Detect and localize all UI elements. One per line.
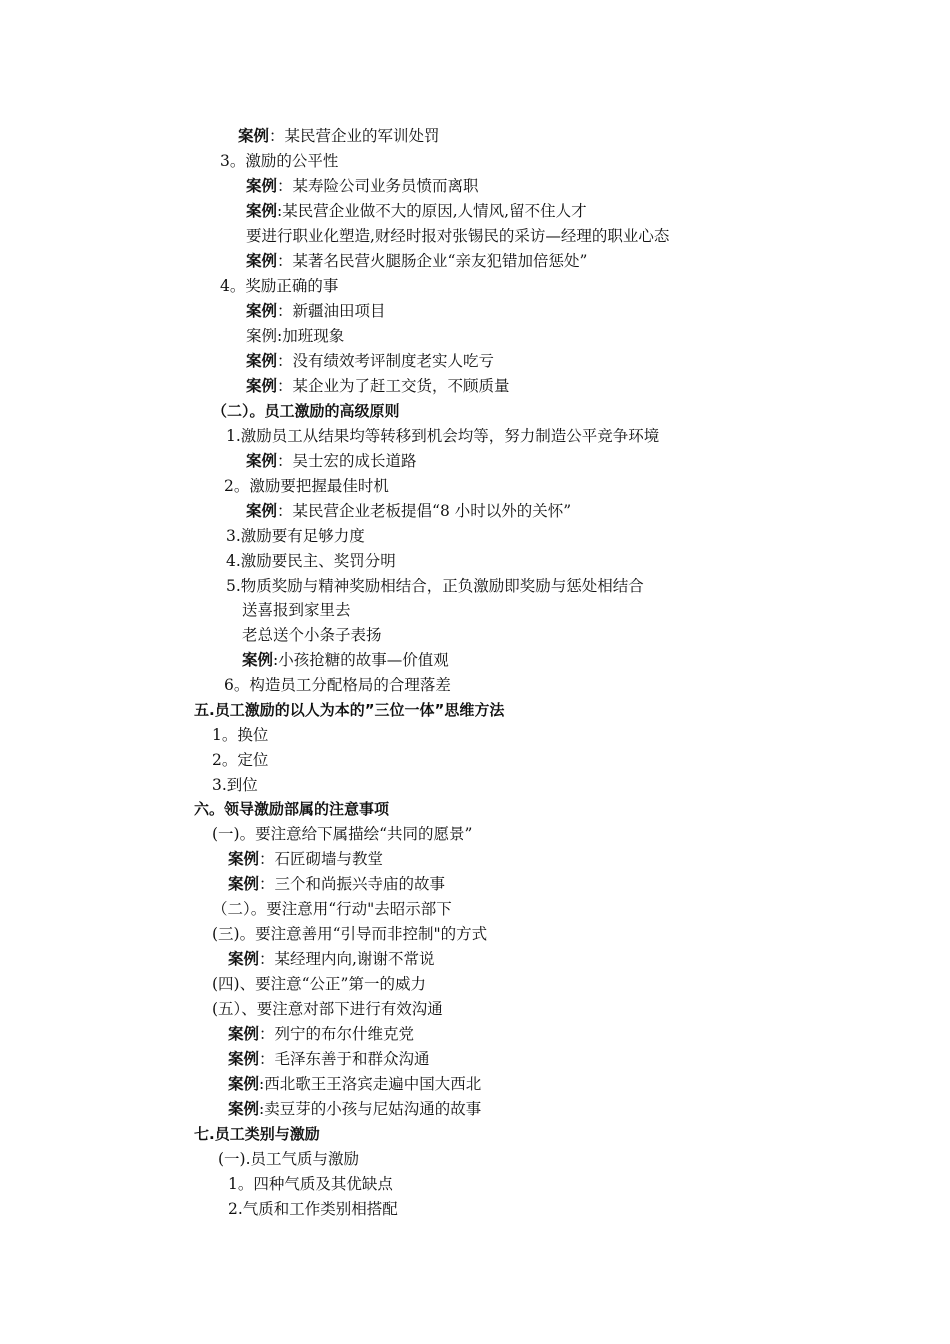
case-line: 案例：没有绩效考评制度老实人吃亏 (246, 351, 495, 370)
case-line: 案例：某著名民营火腿肠企业“亲友犯错加倍惩处” (246, 251, 588, 270)
case-line: 案例：吴士宏的成长道路 (246, 451, 417, 470)
case-label: 案例 (238, 126, 270, 145)
subsection-item: (一).员工气质与激励 (218, 1150, 360, 1168)
numbered-item: 1。四种气质及其优缺点 (228, 1175, 393, 1193)
numbered-item: 2.气质和工作类别相搭配 (228, 1200, 398, 1218)
case-label: 案例 (246, 376, 278, 395)
section-heading: 六。领导激励部属的注意事项 (194, 800, 390, 818)
section-heading: 七.员工类别与激励 (194, 1125, 320, 1143)
text-line: 案例:加班现象 (246, 327, 345, 345)
numbered-item: 3.激励要有足够力度 (226, 527, 365, 545)
case-label: 案例 (228, 1099, 260, 1118)
case-label: 案例 (228, 1049, 260, 1068)
numbered-item: 1。换位 (212, 726, 269, 744)
case-label: 案例 (246, 451, 278, 470)
case-line: 案例：新疆油田项目 (246, 301, 386, 320)
case-label: 案例 (246, 351, 278, 370)
subsection-heading: （二）。员工激励的高级原则 (212, 402, 400, 420)
case-label: 案例 (228, 1074, 260, 1093)
numbered-item: 3.到位 (212, 776, 258, 794)
case-line: 案例：某经理内向,谢谢不常说 (228, 949, 435, 968)
case-label: 案例 (246, 201, 278, 220)
subsection-item: (四)、要注意“公正”第一的威力 (212, 975, 426, 993)
case-line: 案例：某企业为了赶工交货，不顾质量 (246, 376, 510, 395)
numbered-item: 3。激励的公平性 (220, 152, 339, 170)
case-line: 案例：某民营企业的军训处罚 (238, 126, 440, 145)
subsection-item: (三)。要注意善用“引导而非控制"的方式 (212, 925, 488, 943)
numbered-item: 2。激励要把握最佳时机 (224, 477, 389, 495)
case-line: 案例:卖豆芽的小孩与尼姑沟通的故事 (228, 1099, 482, 1118)
numbered-item: 2。定位 (212, 751, 269, 769)
case-line: 案例:小孩抢糖的故事—价值观 (242, 650, 449, 669)
case-label: 案例 (228, 874, 260, 893)
case-line: 案例：某民营企业老板提倡“8 小时以外的关怀” (246, 501, 572, 520)
case-label: 案例 (228, 1024, 260, 1043)
numbered-item: 5.物质奖励与精神奖励相结合，正负激励即奖励与惩处相结合 (226, 577, 644, 595)
case-line: 案例:西北歌王王洛宾走遍中国大西北 (228, 1074, 482, 1093)
numbered-item: 6。构造员工分配格局的合理落差 (224, 676, 451, 694)
numbered-item: 4.激励要民主、奖罚分明 (226, 552, 396, 570)
case-line: 案例:某民营企业做不大的原因,人情风,留不住人才 (246, 201, 587, 220)
numbered-item: 1.激励员工从结果均等转移到机会均等，努力制造公平竞争环境 (226, 427, 660, 445)
text-line: 送喜报到家里去 (242, 601, 351, 619)
subsection-item: (一)。要注意给下属描绘“共同的愿景” (212, 825, 473, 843)
case-line: 案例：三个和尚振兴寺庙的故事 (228, 874, 446, 893)
case-label: 案例 (246, 176, 278, 195)
case-label: 案例 (228, 849, 260, 868)
case-line: 案例：毛泽东善于和群众沟通 (228, 1049, 430, 1068)
case-label: 案例 (228, 949, 260, 968)
case-line: 案例：某寿险公司业务员愤而离职 (246, 176, 479, 195)
text-line: 要进行职业化塑造,财经时报对张锡民的采访—经理的职业心态 (246, 227, 670, 245)
numbered-item: 4。奖励正确的事 (220, 277, 339, 295)
case-line: 案例：列宁的布尔什维克党 (228, 1024, 415, 1043)
text-line: 老总送个小条子表扬 (242, 626, 382, 644)
case-label: 案例 (246, 501, 278, 520)
case-label: 案例 (246, 301, 278, 320)
subsection-item: （二）。要注意用“行动"去昭示部下 (212, 900, 452, 918)
case-line: 案例：石匠砌墙与教堂 (228, 849, 384, 868)
case-label: 案例 (242, 650, 274, 669)
subsection-item: (五）、要注意对部下进行有效沟通 (212, 1000, 443, 1018)
section-heading: 五.员工激励的以人为本的”三位一体”思维方法 (194, 701, 505, 719)
case-label: 案例 (246, 251, 278, 270)
